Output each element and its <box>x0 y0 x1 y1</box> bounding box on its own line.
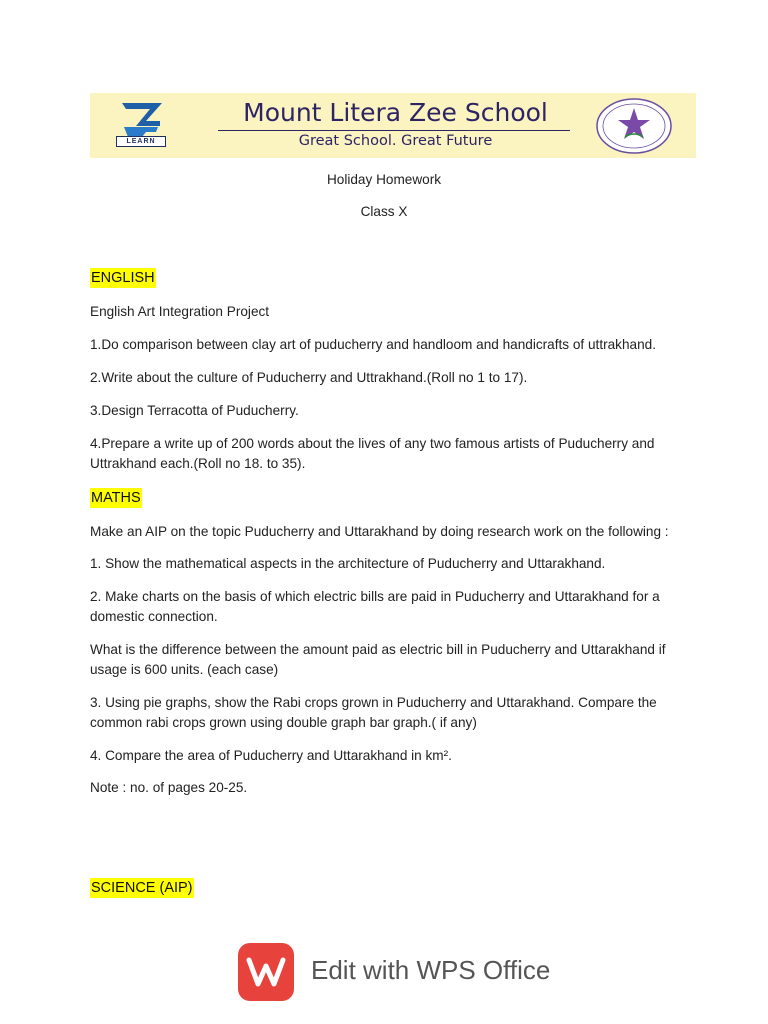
maths-line: 2. Make charts on the basis of which electric bills are paid in Puducherry and Uttarakhand for a <box>90 589 660 604</box>
english-line: English Art Integration Project <box>90 304 270 319</box>
english-line: 1.Do comparison between clay art of puducherry and handloom and handicrafts of uttrakhand. <box>90 337 656 352</box>
english-line: 4.Prepare a write up of 200 words about the lives of any two famous artists of Puducherry and <box>90 436 655 451</box>
english-line: Uttrakhand each.(Roll no 18. to 35). <box>90 456 306 471</box>
school-banner <box>90 93 696 158</box>
maths-line: domestic connection. <box>90 609 218 624</box>
learn-label: LEARN <box>116 136 166 147</box>
maths-line: Make an AIP on the topic Puducherry and Uttarakhand by doing research work on the following : <box>90 524 669 539</box>
maths-line: What is the difference between the amount paid as electric bill in Puducherry and Uttarakhand if <box>90 642 666 657</box>
maths-line: 3. Using pie graphs, show the Rabi crops grown in Puducherry and Uttarakhand. Compare the <box>90 695 657 710</box>
title-underline <box>218 130 570 131</box>
science-heading: SCIENCE (AIP) <box>91 880 193 896</box>
english-line: 3.Design Terracotta of Puducherry. <box>90 403 299 418</box>
wps-logo-icon <box>238 943 294 1001</box>
school-seal-icon <box>595 97 673 155</box>
document-title: Holiday Homework <box>326 172 442 187</box>
class-label: Class X <box>360 204 408 219</box>
maths-line: 4. Compare the area of Puducherry and Uttarakhand in km². <box>90 748 452 763</box>
school-tagline: Great School. Great Future <box>298 133 493 149</box>
maths-heading: MATHS <box>91 490 141 506</box>
wps-edit-banner[interactable] <box>238 943 551 1001</box>
school-name: Mount Litera Zee School <box>243 98 548 127</box>
wps-edit-label[interactable]: Edit with WPS Office <box>311 955 551 985</box>
maths-line: common rabi crops grown using double graph bar graph.( if any) <box>90 715 477 730</box>
english-line: 2.Write about the culture of Puducherry and Uttrakhand.(Roll no 1 to 17). <box>90 370 528 385</box>
english-heading: ENGLISH <box>91 270 155 286</box>
pages-note: Note : no. of pages 20-25. <box>90 780 248 795</box>
maths-line: 1. Show the mathematical aspects in the architecture of Puducherry and Uttarakhand. <box>90 556 606 571</box>
maths-line: usage is 600 units. (each case) <box>90 662 279 677</box>
